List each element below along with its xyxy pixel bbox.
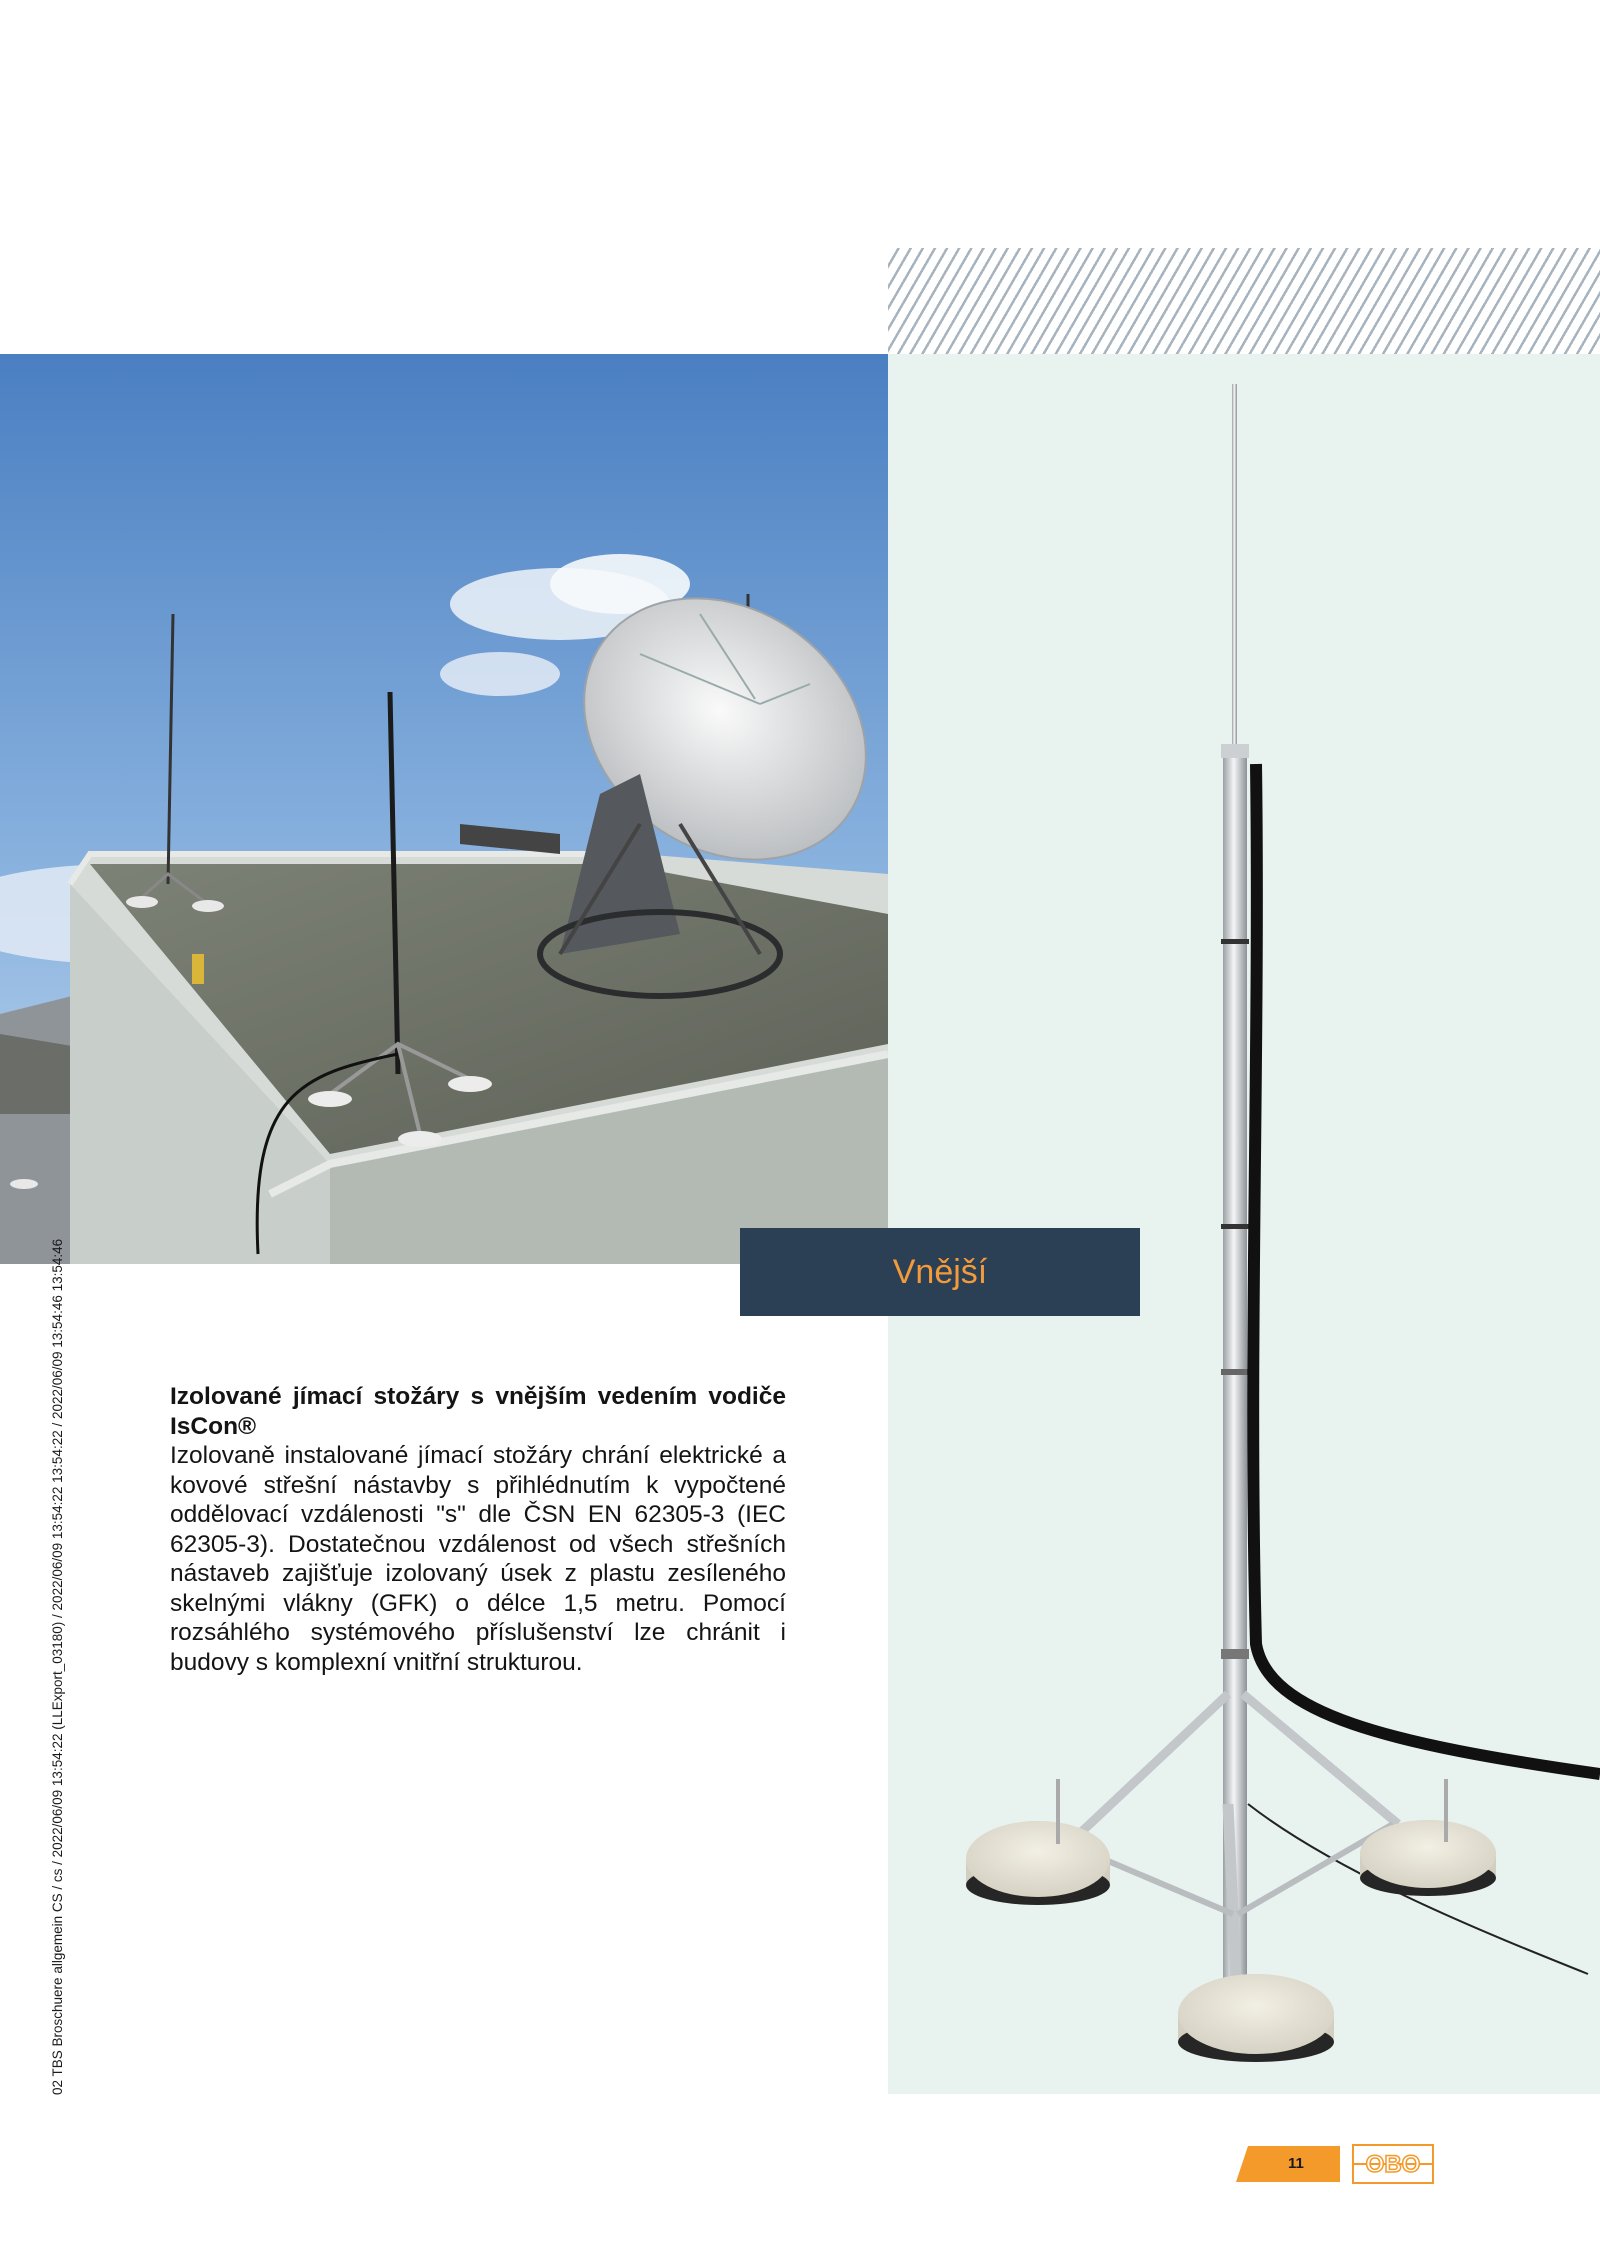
diagonal-hatch-pattern <box>888 248 1600 354</box>
article-title: Izolované jímací stožáry s vnějším vedením vodiče IsCon® <box>170 1383 786 1440</box>
page-number: 11 <box>1288 2155 1304 2172</box>
svg-text:OBO: OBO <box>1365 2151 1421 2178</box>
article <box>170 1382 786 1677</box>
rooftop-illustration <box>0 354 888 1264</box>
obo-logo <box>1352 2144 1434 2184</box>
mast-illustration <box>888 354 1600 2094</box>
section-label <box>740 1228 1140 1316</box>
article-body: Izolovaně instalované jímací stožáry chrání elektrické a kovové střešní nástavby s přihlédnutím k vypočtené oddělovací vzdálenosti "s" dle ČSN EN 62305-3 (IEC 62305-3). Dostatečnou vzdálenost od všech střešních nástaveb zajišťuje izolovaný úsek z plastu zesíleného skelnými vlákny (GFK) o délce 1,5 metru. Pomocí rozsáhlého systémového příslušenství lze chránit i budovy s komplexní vnitřní strukturou. <box>170 1442 786 1676</box>
section-label-text: Vnější <box>892 1252 988 1291</box>
print-metadata: 02 TBS Broschuere allgemein CS / cs / 2022/06/09 13:54:22 (LLExport_03180) / 2022/06/09 13:54:22 13:54:22 / 2022/06/09 13:54:46 13:54:46 <box>50 1238 65 2095</box>
mast-product-photo <box>888 354 1600 2094</box>
rooftop-photo <box>0 354 888 1264</box>
